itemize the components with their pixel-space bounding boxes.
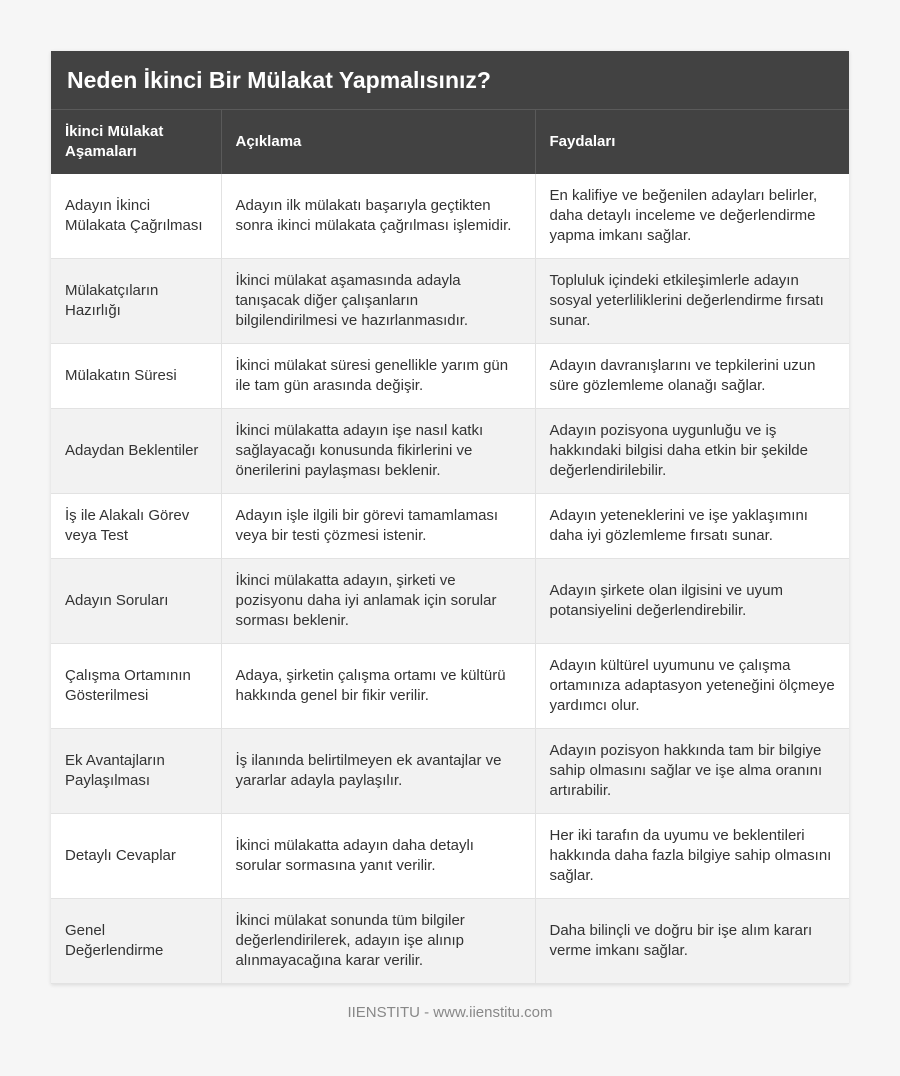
benefit-cell: Her iki tarafın da uyumu ve beklentileri hakkında daha fazla bilgiye sahip olmasını sağlar.: [535, 814, 849, 899]
benefit-cell: Adayın pozisyon hakkında tam bir bilgiye sahip olmasını sağlar ve işe alma oranını artırabilir.: [535, 729, 849, 814]
table-row: [51, 559, 849, 644]
benefit-cell: Adayın pozisyona uygunluğu ve iş hakkındaki bilgisi daha etkin bir şekilde değerlendirilebilir.: [535, 409, 849, 494]
table-row: [51, 174, 849, 259]
table-header-row: [51, 110, 849, 174]
table-row: [51, 409, 849, 494]
benefit-cell: Adayın şirkete olan ilgisini ve uyum potansiyelini değerlendirebilir.: [535, 559, 849, 644]
benefit-cell: Topluluk içindeki etkileşimlerle adayın sosyal yeterliliklerini değerlendirme fırsatı sunar.: [535, 259, 849, 344]
stage-cell: Çalışma Ortamının Gösterilmesi: [51, 644, 221, 729]
comparison-table-card: [51, 51, 849, 984]
benefit-cell: Daha bilinçli ve doğru bir işe alım kararı verme imkanı sağlar.: [535, 899, 849, 984]
column-header-description: Açıklama: [221, 110, 535, 174]
table-title: Neden İkinci Bir Mülakat Yapmalısınız?: [67, 66, 491, 93]
stage-cell: Adayın İkinci Mülakata Çağrılması: [51, 174, 221, 259]
description-cell: Adaya, şirketin çalışma ortamı ve kültürü hakkında genel bir fikir verilir.: [221, 644, 535, 729]
table-row: [51, 644, 849, 729]
table-row: [51, 814, 849, 899]
stage-cell: Adaydan Beklentiler: [51, 409, 221, 494]
benefit-cell: En kalifiye ve beğenilen adayları belirler, daha detaylı inceleme ve değerlendirme yapma imkanı sağlar.: [535, 174, 849, 259]
column-header-stage: İkinci Mülakat Aşamaları: [51, 110, 221, 174]
description-cell: İkinci mülakatta adayın daha detaylı sorular sormasına yanıt verilir.: [221, 814, 535, 899]
description-cell: İş ilanında belirtilmeyen ek avantajlar ve yararlar adayla paylaşılır.: [221, 729, 535, 814]
stage-cell: Adayın Soruları: [51, 559, 221, 644]
benefit-cell: Adayın yeteneklerini ve işe yaklaşımını daha iyi gözlemleme fırsatı sunar.: [535, 494, 849, 559]
table-row: [51, 729, 849, 814]
table-row: [51, 899, 849, 984]
description-cell: İkinci mülakat aşamasında adayla tanışacak diğer çalışanların bilgilendirilmesi ve hazırlanmasıdır.: [221, 259, 535, 344]
table-title-bar: [51, 51, 849, 110]
description-cell: İkinci mülakat süresi genellikle yarım gün ile tam gün arasında değişir.: [221, 344, 535, 409]
description-cell: Adayın işle ilgili bir görevi tamamlaması veya bir testi çözmesi istenir.: [221, 494, 535, 559]
column-header-benefit: Faydaları: [535, 110, 849, 174]
stage-cell: Mülakatçıların Hazırlığı: [51, 259, 221, 344]
table-row: [51, 259, 849, 344]
stage-cell: Ek Avantajların Paylaşılması: [51, 729, 221, 814]
description-cell: İkinci mülakatta adayın işe nasıl katkı sağlayacağı konusunda fikirlerini ve önerilerini paylaşması beklenir.: [221, 409, 535, 494]
stages-table: [51, 110, 849, 984]
stage-cell: Genel Değerlendirme: [51, 899, 221, 984]
stage-cell: Mülakatın Süresi: [51, 344, 221, 409]
stage-cell: Detaylı Cevaplar: [51, 814, 221, 899]
footer-credit: IIENSTITU - www.iienstitu.com: [347, 1004, 553, 1021]
table-row: [51, 344, 849, 409]
description-cell: İkinci mülakatta adayın, şirketi ve pozisyonu daha iyi anlamak için sorular sorması beklenir.: [221, 559, 535, 644]
table-row: [51, 494, 849, 559]
benefit-cell: Adayın davranışlarını ve tepkilerini uzun süre gözlemleme olanağı sağlar.: [535, 344, 849, 409]
description-cell: İkinci mülakat sonunda tüm bilgiler değerlendirilerek, adayın işe alınıp alınmayacağına karar verilir.: [221, 899, 535, 984]
stage-cell: İş ile Alakalı Görev veya Test: [51, 494, 221, 559]
description-cell: Adayın ilk mülakatı başarıyla geçtikten sonra ikinci mülakata çağrılması işlemidir.: [221, 174, 535, 259]
benefit-cell: Adayın kültürel uyumunu ve çalışma ortamınıza adaptasyon yeteneğini ölçmeye yardımcı olur.: [535, 644, 849, 729]
